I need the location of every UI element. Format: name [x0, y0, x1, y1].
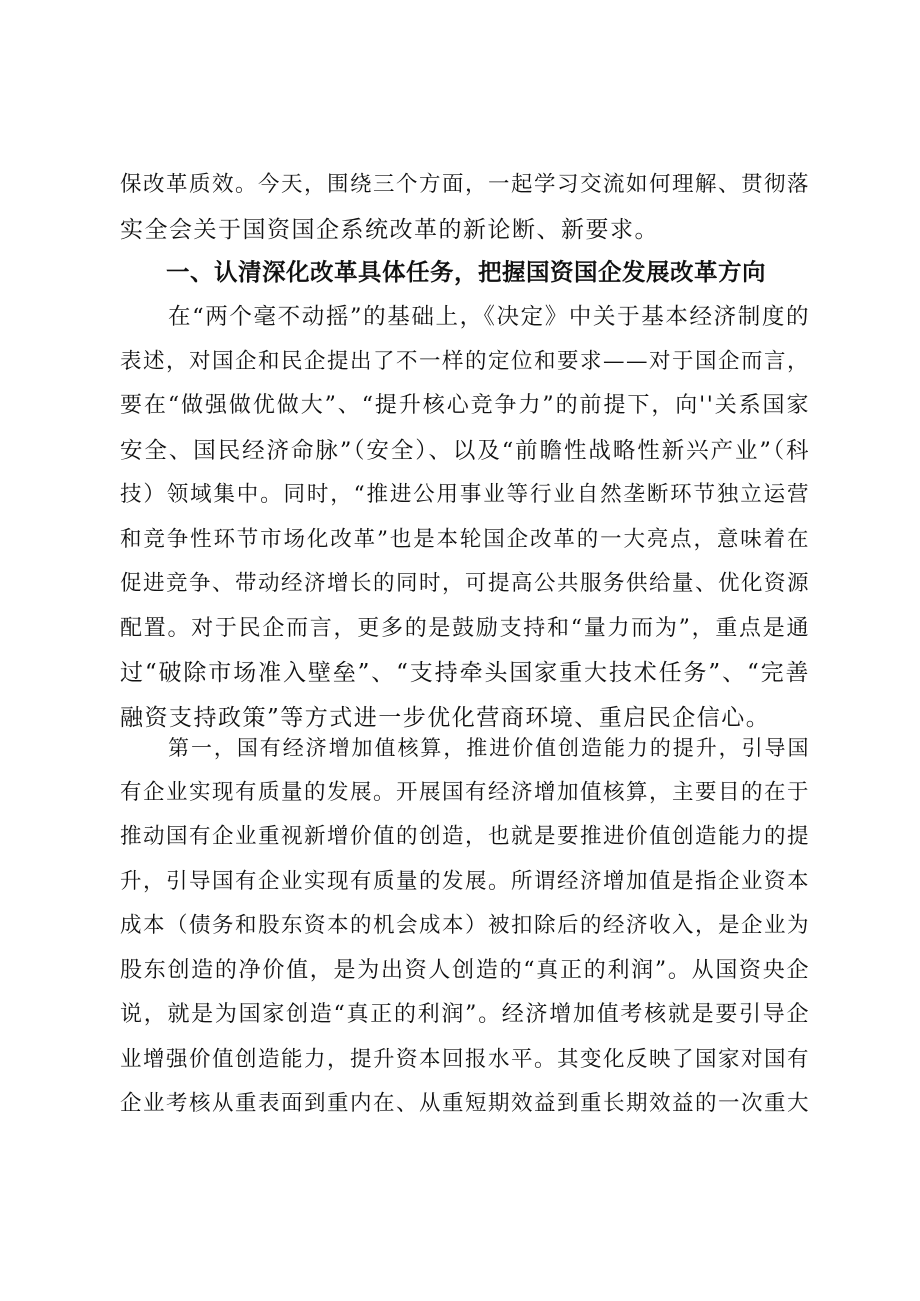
text-line: 过“破除市场准入壁垒”、“支持牵头国家重大技术任务”、“完善	[120, 660, 810, 686]
text-line: 保改革质效。今天，围绕三个方面，一起学习交流如何理解、贯彻落	[120, 172, 811, 197]
text-line: 在“两个毫不动摇”的基础上，《决定》中关于基本经济制度的	[168, 304, 810, 330]
text-line: 成本（债务和股东资本的机会成本）被扣除后的经济收入，是企业为	[120, 913, 811, 938]
text-line: 推动国有企业重视新增价值的创造，也就是要推进价值创造能力的提	[120, 824, 811, 849]
paragraph-1	[120, 295, 810, 740]
text-line: 融资支持政策”等方式进一步优化营商环境、重启民企信心。	[120, 704, 771, 731]
section-heading-text: 一、认清深化改革具体任务，把握国资国企发展改革方向	[166, 258, 766, 286]
text-line: 要在“做强做优做大”、“提升核心竞争力”的前提下，向''关系国家	[120, 393, 810, 418]
text-line: 促进竞争、带动经济增长的同时，可提高公共服务供给量、优化资源	[120, 571, 811, 596]
text-line: 实全会关于国资国企系统改革的新论断、新要求。	[120, 216, 659, 243]
text-line: 股东创造的净价值，是为出资人创造的“真正的利润”。从国资央企	[120, 957, 810, 983]
text-line: 业增强价值创造能力，提升资本回报水平。其变化反映了国家对国有	[120, 1046, 811, 1072]
paragraph-2	[120, 726, 810, 1127]
text-line: 技）领域集中。同时，“推进公用事业等行业自然垄断环节独立运营	[120, 482, 810, 507]
text-line: 升，引导国有企业实现有质量的发展。所谓经济增加值是指企业资本	[120, 868, 811, 894]
text-line: 有企业实现有质量的发展。开展国有经济增加值核算，主要目的在于	[120, 779, 811, 805]
text-line: 表述，对国企和民企提出了不一样的定位和要求——对于国企而言，	[120, 348, 811, 374]
text-line: 企业考核从重表面到重内在、从重短期效益到重长期效益的一次重大	[120, 1091, 811, 1116]
text-line: 说，就是为国家创造“真正的利润”。经济增加值考核就是要引导企	[120, 1002, 810, 1027]
text-line: 第一，国有经济增加值核算，推进价值创造能力的提升，引导国	[168, 736, 810, 760]
text-line: 和竞争性环节市场化改革”也是本轮国企改革的一大亮点，意味着在	[120, 526, 810, 552]
text-line: 配置。对于民企而言，更多的是鼓励支持和“量力而为”，重点是通	[120, 615, 810, 641]
text-line: 安全、国民经济命脉”（安全）、以及“前瞻性战略性新兴产业”（科	[120, 437, 810, 464]
intro-paragraph	[120, 163, 810, 252]
